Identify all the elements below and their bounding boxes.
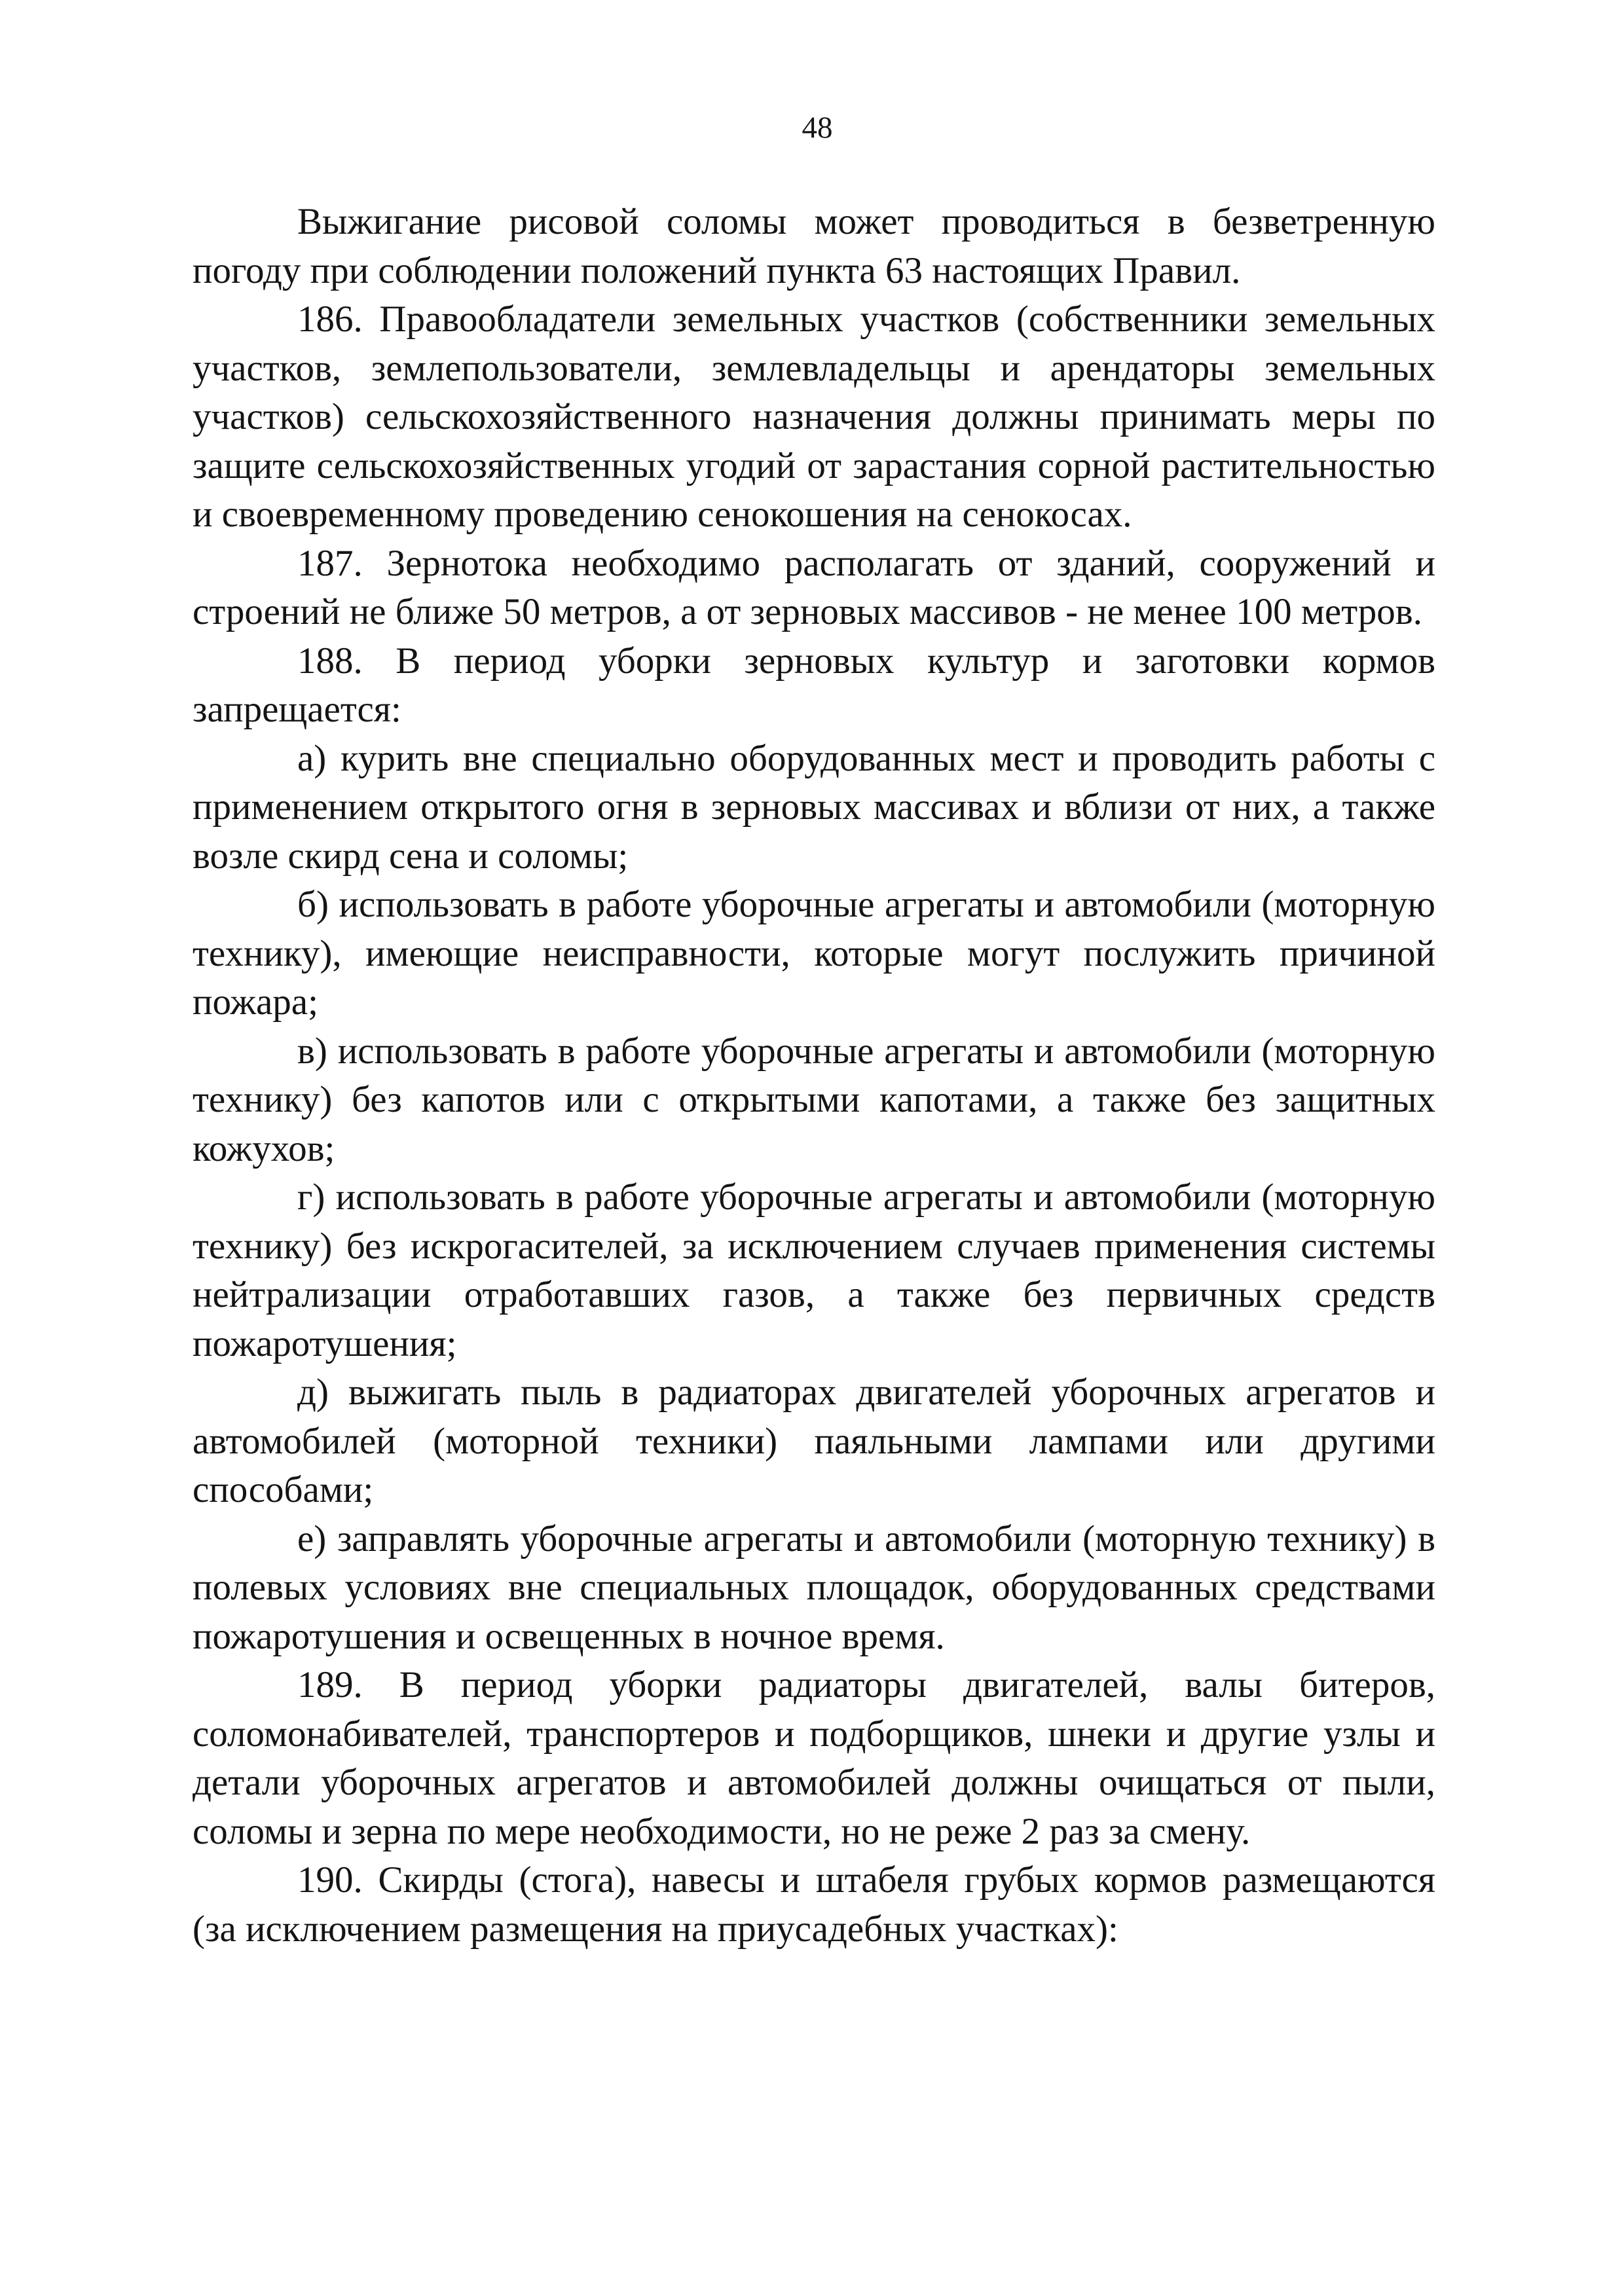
paragraph-186: 186. Правообладатели земельных участков (собственники земельных участков, землепользователи, землевладельцы и арендаторы земельных участков) сельскохозяйственного назначения должны принимать меры по защите сельскохозяйственных угодий от зарастания сорной растительностью и своевременному проведению сенокошения на сенокосах. — [193, 299, 1435, 535]
list-item-v: в) использовать в работе уборочные агрегаты и автомобили (моторную технику) без капотов или с открытыми капотами, а также без защитных кожухов; — [193, 1030, 1435, 1169]
list-item-d: д) выжигать пыль в радиаторах двигателей уборочных агрегатов и автомобилей (моторной техники) паяльными лампами или другими способами; — [193, 1372, 1435, 1510]
list-item-a: а) курить вне специально оборудованных мест и проводить работы с применением открытого огня в зерновых массивах и вблизи от них, а также возле скирд сена и соломы; — [193, 737, 1435, 877]
list-item-g: г) использовать в работе уборочные агрегаты и автомобили (моторную технику) без искрогасителей, за исключением случаев применения системы нейтрализации отработавших газов, а также без первичных средств пожаротушения; — [193, 1176, 1435, 1364]
list-item-e: е) заправлять уборочные агрегаты и автомобили (моторную технику) в полевых условиях вне специальных площадок, оборудованных средствами пожаротушения и освещенных в ночное время. — [193, 1518, 1435, 1657]
paragraph-187: 187. Зернотока необходимо располагать от зданий, сооружений и строений не ближе 50 метров, а от зерновых массивов - не менее 100 метров. — [193, 542, 1435, 632]
document-body — [193, 198, 1435, 1954]
paragraph-190: 190. Скирды (стога), навесы и штабеля грубых кормов размещаются (за исключением размещения на приусадебных участках): — [193, 1859, 1435, 1950]
list-item-b: б) использовать в работе уборочные агрегаты и автомобили (моторную технику), имеющие неисправности, которые могут послужить причиной пожара; — [193, 884, 1435, 1023]
paragraph-189: 189. В период уборки радиаторы двигателей, валы битеров, соломонабивателей, транспортеров и подборщиков, шнеки и другие узлы и детали уборочных агрегатов и автомобилей должны очищаться от пыли, соломы и зерна по мере необходимости, но не реже 2 раз за смену. — [193, 1664, 1435, 1852]
paragraph-rice-straw: Выжигание рисовой соломы может проводиться в безветренную погоду при соблюдении положений пункта 63 настоящих Правил. — [193, 201, 1435, 291]
page-number: 48 — [802, 111, 833, 145]
paragraph-188: 188. В период уборки зерновых культур и заготовки кормов запрещается: — [193, 640, 1435, 730]
